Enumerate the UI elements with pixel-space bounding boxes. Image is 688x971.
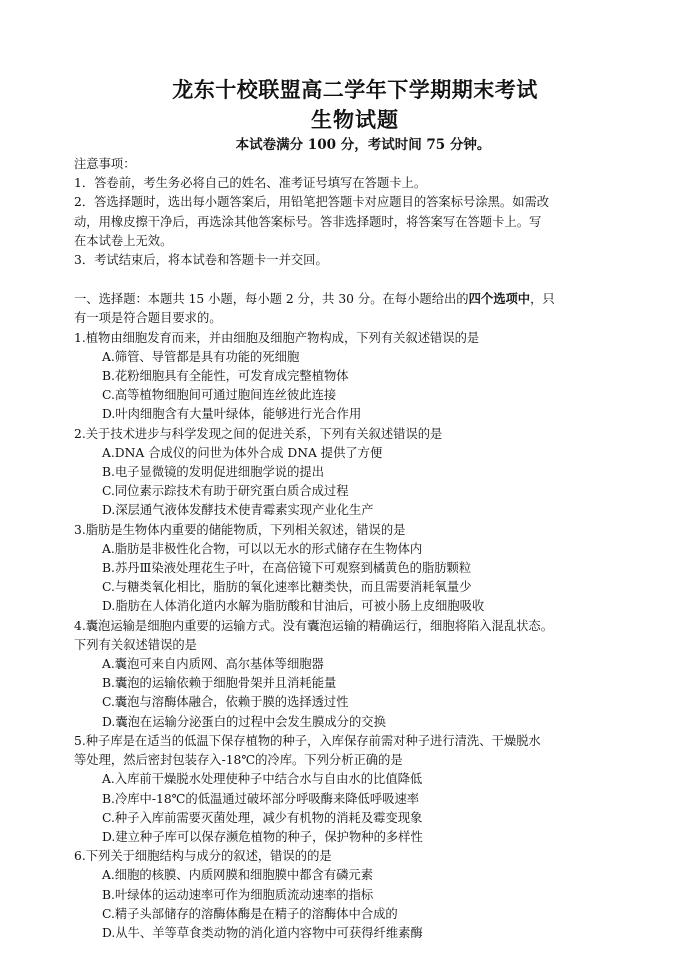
question-option: D.脂肪在人体消化道内水解为脂肪酸和甘油后，可被小肠上皮细胞吸收 [102, 599, 485, 614]
question-option: D.深层通气液体发酵技术使青霉素实现产业化生产 [102, 503, 374, 518]
section-line-text: 一、选择题：本题共 15 小题，每小题 2 分，共 30 分。在每小题给出的 [74, 292, 469, 307]
notes-item: 在本试卷上无效。 [74, 233, 173, 248]
question-option: A.筛管、导管都是具有功能的死细胞 [102, 349, 300, 364]
question-option: B.冷库中-18℃的低温通过破坏部分呼吸酶来降低呼吸速率 [102, 791, 420, 806]
question-option: A.细胞的核膜、内质网膜和细胞膜中都含有磷元素 [102, 868, 374, 883]
question-6 [74, 847, 642, 943]
question-option: C.高等植物细胞间可通过胞间连丝彼此连接 [102, 388, 337, 403]
spacer [74, 270, 642, 289]
question-option: C.与糖类氧化相比，脂肪的氧化速率比糖类快，而且需要消耗氧量少 [102, 580, 472, 595]
notes-item: 1．答卷前，考生务必将自己的姓名、准考证号填写在答题卡上。 [74, 176, 427, 191]
question-option: A.脂肪是非极性化合物，可以以无水的形式储存在生物体内 [102, 541, 423, 556]
notes-item: 3．考试结束后，将本试卷和答题卡一并交回。 [74, 253, 328, 268]
notes-item: 动，用橡皮擦干净后，再选涂其他答案标号。答非选择题时，将答案写在答题卡上。写 [74, 214, 542, 229]
exam-page [74, 76, 642, 943]
section-line-text: ，只 [530, 292, 555, 307]
question-option: B.囊泡的运输依赖于细胞骨架并且消耗能量 [102, 676, 337, 691]
question-option: D.囊泡在运输分泌蛋白的过程中会发生膜成分的交换 [102, 714, 386, 729]
section-instructions [74, 289, 642, 328]
question-option: D.建立种子库可以保存濒危植物的种子，保护物种的多样性 [102, 829, 423, 844]
question-1 [74, 329, 642, 425]
question-stem: 5.种子库是在适当的低温下保存植物的种子，入库保存前需对种子进行清洗、干燥脱水 [74, 733, 541, 748]
question-option: C.囊泡与溶酶体融合，依赖于膜的选择透过性 [102, 695, 349, 710]
notes-heading: 注意事项： [74, 157, 136, 171]
section-line [74, 289, 642, 309]
question-option: A.囊泡可来自内质网、高尔基体等细胞器 [102, 657, 324, 672]
question-list [74, 329, 642, 944]
question-option: B.电子显微镜的发明促进细胞学说的提出 [102, 465, 324, 480]
question-stem: 4.囊泡运输是细胞内重要的运输方式。没有囊泡运输的精确运行，细胞将陷入混乱状态。 [74, 618, 554, 633]
question-stem: 2.关于技术进步与科学发现之间的促进关系，下列有关叙述错误的是 [74, 426, 443, 441]
question-option: A.DNA 合成仪的问世为体外合成 DNA 提供了方便 [102, 445, 383, 460]
question-stem: 下列有关叙述错误的是 [74, 637, 197, 652]
exam-subject: 生物试题 [311, 107, 399, 132]
exam-title: 龙东十校联盟高二学年下学期期末考试 [172, 77, 538, 102]
question-2 [74, 425, 642, 521]
question-stem: 3.脂肪是生物体内重要的储能物质，下列相关叙述，错误的是 [74, 522, 406, 537]
section-emphasis: 四个选项中 [468, 291, 531, 307]
question-option: C.精子头部储存的溶酶体酶是在精子的溶酶体中合成的 [102, 906, 398, 921]
question-option: B.叶绿体的运动速率可作为细胞质流动速率的指标 [102, 887, 374, 902]
question-stem: 等处理，然后密封包装存入-18℃的冷库。下列分析正确的是 [74, 753, 403, 768]
question-option: A.入库前干燥脱水处理使种子中结合水与自由水的比值降低 [102, 772, 423, 787]
question-option: C.种子入库前需要灭菌处理，减少有机物的消耗及霉变现象 [102, 810, 423, 825]
question-stem: 6.下列关于细胞结构与成分的叙述，错误的的是 [74, 849, 332, 864]
question-5 [74, 732, 642, 847]
question-option: D.叶肉细胞含有大量叶绿体，能够进行光合作用 [102, 407, 362, 422]
question-option: C.同位素示踪技术有助于研究蛋白质合成过程 [102, 484, 349, 499]
question-4 [74, 617, 642, 732]
exam-meta: 本试卷满分 100 分，考试时间 75 分钟。 [235, 137, 491, 153]
question-3 [74, 521, 642, 617]
notes-block [74, 155, 642, 270]
notes-item: 2．答选择题时，选出每小题答案后，用铅笔把答题卡对应题目的答案标号涂黑。如需改 [74, 195, 550, 210]
question-option: D.从牛、羊等草食类动物的消化道内容物中可获得纤维素酶 [102, 925, 423, 940]
question-option: B.花粉细胞具有全能性，可发育成完整植物体 [102, 369, 349, 384]
section-line: 有一项是符合题目要求的。 [74, 311, 222, 326]
question-option: B.苏丹Ⅲ染液处理花生子叶，在高倍镜下可观察到橘黄色的脂肪颗粒 [102, 561, 472, 576]
question-stem: 1.植物由细胞发育而来，并由细胞及细胞产物构成，下列有关叙述错误的是 [74, 330, 480, 345]
